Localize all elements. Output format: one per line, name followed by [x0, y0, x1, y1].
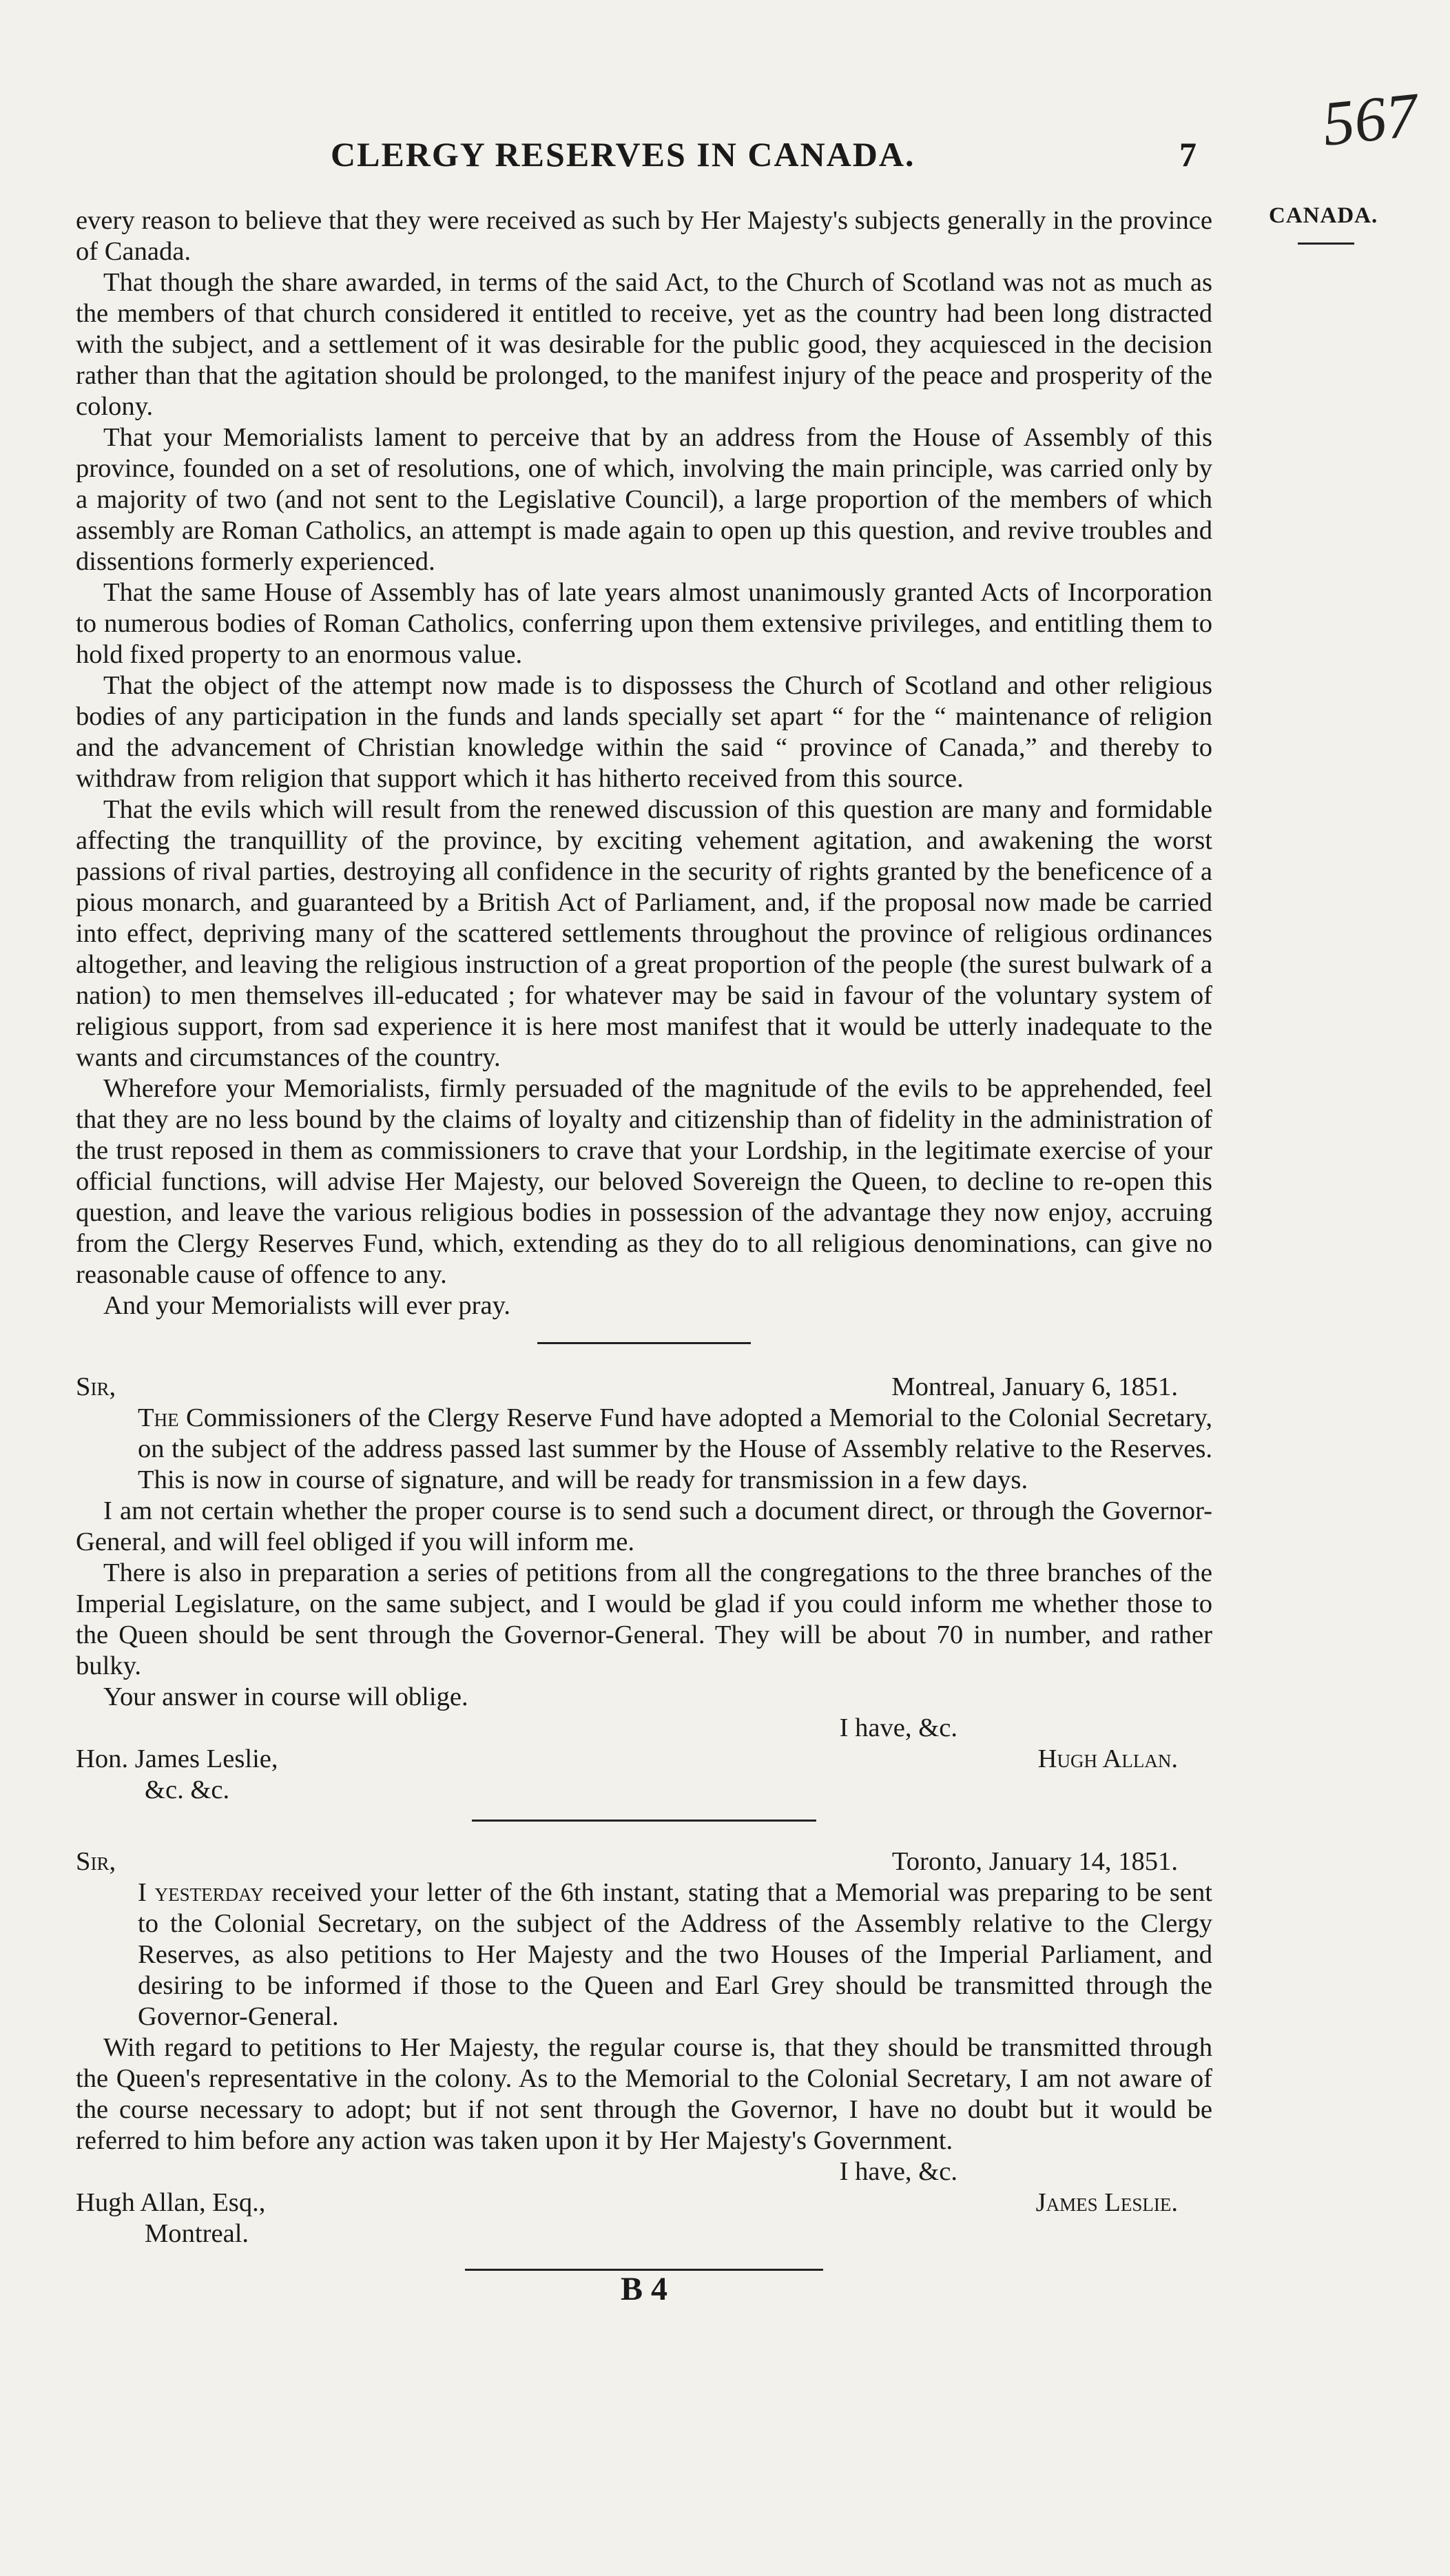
salutation: Sir, [76, 1372, 116, 1401]
closing: I have, &c. [839, 1713, 957, 1742]
memorial-paragraph: Wherefore your Memorialists, firmly persuaded of the magnitude of the evils to be apprehended, feel that they are no less bound by the claims of loyalty and citizenship than of fidelity in the administration of the trust reposed in them as commissioners to crave that your Lordship, in the legitimate exercise of your official functions, will advise Her Majesty, our beloved Sovereign the Queen, to decline to re-open this question, and leave the various religious bodies in possession of the advantage they now enjoy, accruing from the Clergy Reserves Fund, which, extending as they do to all religious denominations, can give no reasonable cause of offence to any. [76, 1074, 1212, 1289]
memorial-paragraph: That your Memorialists lament to perceive that by an address from the House of Assembly of this province, founded on a set of resolutions, one of which, involving the main principle, was carried only by a majority of two (and not sent to the Legislative Council), a large proportion of the members of which assembly are Roman Catholics, an attempt is made again to open up this question, and revive troubles and dissentions formerly experienced. [76, 423, 1212, 576]
section-divider [472, 1820, 816, 1822]
signature-row [76, 2187, 1212, 2218]
signature-row [76, 1744, 1212, 1775]
letter-paragraph: There is also in preparation a series of petitions from all the congregations to the three branches of the Imperial Legislature, on the same subject, and I would be glad if you could inform me whether those to the Queen should be sent through the Governor-General. They will be about 70 in number, and rather bulky. [76, 1558, 1212, 1680]
section-divider [537, 1342, 751, 1344]
body-text [76, 205, 1212, 2305]
place-date: Montreal, January 6, 1851. [891, 1372, 1178, 1401]
letter-paragraph [76, 1877, 1212, 2032]
running-head: CLERGY RESERVES IN CANADA. [331, 135, 915, 174]
closing: I have, &c. [839, 2157, 957, 2186]
addressee-line: &c. &c. [145, 1775, 230, 1804]
signature-mark: B 4 [620, 2271, 667, 2307]
letter-paragraph: Your answer in course will oblige. [103, 1682, 468, 1711]
handwritten-folio-number: 567 [1319, 79, 1421, 159]
addressee: Hugh Allan, Esq., [76, 2188, 266, 2217]
margin-note: CANADA. [1269, 203, 1378, 228]
place-date: Toronto, January 14, 1851. [891, 1847, 1178, 1876]
memorial-paragraph: That the object of the attempt now made is to dispossess the Church of Scotland and other religious bodies of any participation in the funds and lands specially set apart “ for the “ maintenance of religion and the advancement of Christian knowledge within the said “ province of Canada,” and thereby to withdraw from religion that support which it has hitherto received from this source. [76, 671, 1212, 793]
letter-paragraph: With regard to petitions to Her Majesty, the regular course is, that they should be transmitted through the Queen's representative in the colony. As to the Memorial to the Colonial Secretary, I am not aware of the course necessary to adopt; but if not sent through the Governor, I have no doubt but it would be referred to him before any action was taken upon it by Her Majesty's Government. [76, 2033, 1212, 2155]
memorial-paragraph: every reason to believe that they were received as such by Her Majesty's subjects generally in the province of Canada. [76, 206, 1212, 266]
memorial-paragraph: That the evils which will result from the renewed discussion of this question are many and formidable affecting the tranquillity of the province, by exciting vehement agitation, and awakening the worst passions of rival parties, destroying all confidence in the security of rights granted by the beneficence of a pious monarch, and guaranteed by a British Act of Parliament, and, if the proposal now made be carried into effect, depriving many of the scattered settlements throughout the province of religious ordinances altogether, and leaving the religious instruction of a great proportion of the people (the surest bulwark of a nation) to men themselves ill-educated ; for whatever may be said in favour of the voluntary system of religious support, from sad experience it is here most manifest that it would be utterly inadequate to the wants and circumstances of the country. [76, 795, 1212, 1072]
lead-word: The [138, 1403, 179, 1432]
margin-rule [1298, 243, 1354, 245]
letter-heading [76, 1846, 1212, 1877]
salutation: Sir, [76, 1847, 116, 1876]
addressee-line: Montreal. [145, 2219, 249, 2248]
memorial-closing: And your Memorialists will ever pray. [103, 1291, 511, 1320]
signature: Hugh Allan. [1037, 1744, 1178, 1773]
lead-word: I yesterday [138, 1878, 264, 1907]
addressee: Hon. James Leslie, [76, 1744, 278, 1773]
memorial-paragraph: That though the share awarded, in terms of the said Act, to the Church of Scotland was not as much as the members of that church considered it entitled to receive, yet as the country had been long distracted with the subject, and a settlement of it was desirable for the public good, they acquiesced in the decision rather than that the agitation should be prolonged, to the manifest injury of the peace and prosperity of the colony. [76, 268, 1212, 421]
memorial-paragraph: That the same House of Assembly has of late years almost unanimously granted Acts of Incorporation to numerous bodies of Roman Catholics, conferring upon them extensive privileges, and entitling them to hold fixed property to an enormous value. [76, 578, 1212, 669]
letter-text: received your letter of the 6th instant, stating that a Memorial was preparing to be sent to the Colonial Secretary, on the subject of the Address of the Assembly relative to the Clergy Reserves, as also petitions to Her Majesty and the two Houses of the Imperial Parliament, and desiring to be informed if those to the Queen and Earl Grey should be transmitted through the Governor-General. [138, 1878, 1212, 2031]
letter-heading [76, 1372, 1212, 1403]
page-number: 7 [1179, 135, 1197, 174]
letter-paragraph: I am not certain whether the proper course is to send such a document direct, or through the Governor-General, and will feel obliged if you will inform me. [76, 1496, 1212, 1556]
signature: James Leslie. [1035, 2188, 1178, 2217]
letter-paragraph [76, 1403, 1212, 1496]
letter-text: Commissioners of the Clergy Reserve Fund have adopted a Memorial to the Colonial Secretary, on the subject of the address passed last summer by the House of Assembly relative to the Reserves. This is now in course of signature, and will be ready for transmission in a few days. [138, 1403, 1212, 1494]
